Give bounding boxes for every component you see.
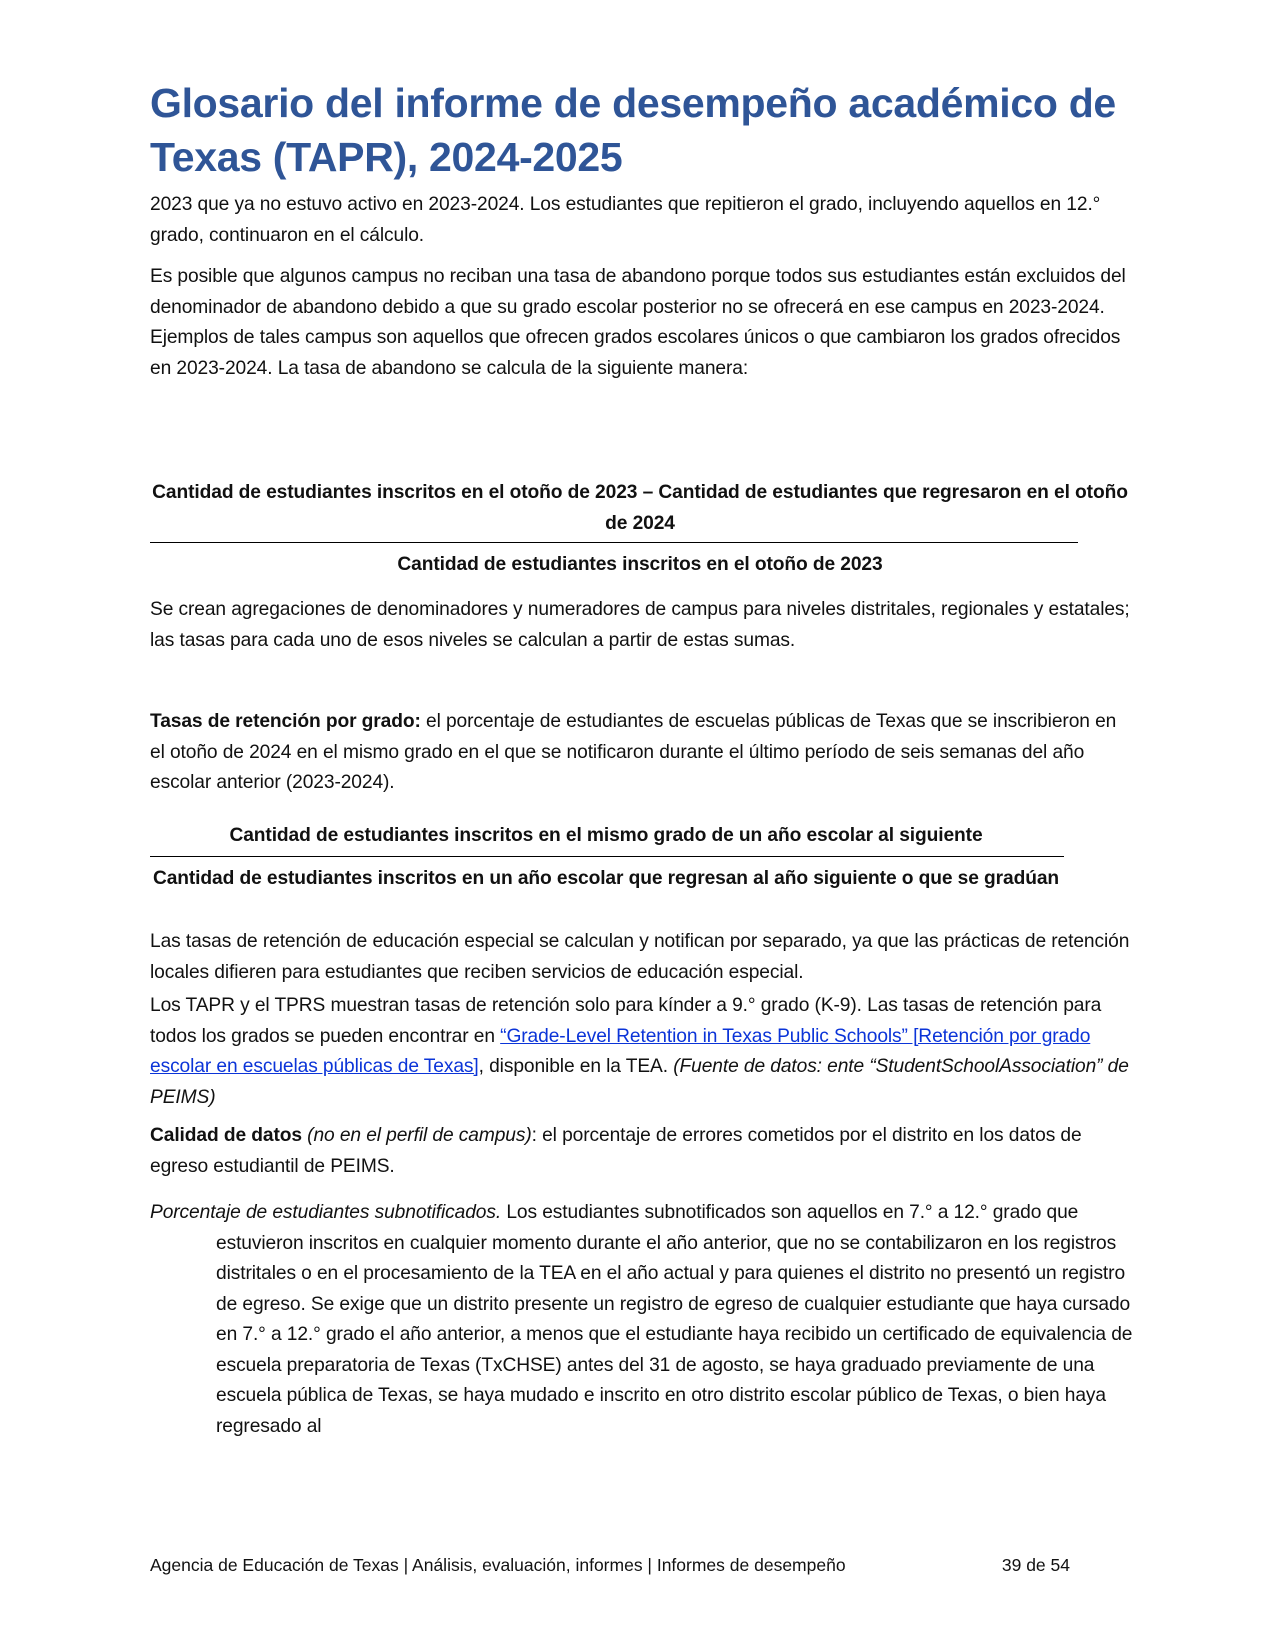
glossary-entry-retention <box>150 707 1130 799</box>
formula-denominator: Cantidad de estudiantes inscritos en un año escolar que regresan al año siguiente o que se gradúan <box>152 868 1060 889</box>
grade-level-retention-link[interactable]: “Grade-Level Retention in Texas Public Schools” [Retención por grado escolar en escuelas públicas de Texas] <box>150 1025 1091 1077</box>
paragraph-dropout-exclusion: Es posible que algunos campus no reciban una tasa de abandono porque todos sus estudiantes están excluidos del denominador de abandono debido a que su grado escolar posterior no se ofrecerá en ese campus en 2023-2024. Ejemplos de tales campus son aquellos que ofrecen grados escolares únicos o que cambiaron los grados ofrecidos en 2023-2024. La tasa de abandono se calcula de la siguiente manera: <box>150 266 1126 379</box>
data-source-note: (Fuente de datos: ente “StudentSchoolAssociation” de PEIMS) <box>150 1056 1129 1108</box>
fraction-line <box>150 856 1064 857</box>
glossary-entry-data-quality <box>150 1121 1130 1182</box>
paragraph-special-ed-retention: Las tasas de retención de educación especial se calculan y notifican por separado, ya que las prácticas de retención locales difieren para estudiantes que reciben servicios de educación especial. <box>150 931 1130 983</box>
definition-underreported: Los estudiantes subnotificados son aquellos en 7.° a 12.° grado que estuvieron inscritos en cualquier momento durante el año anterior, que no se contabilizaron en los registros distritales o en el procesamiento de la TEA en el año actual y para quienes el distrito no presentó un registro de egreso. Se exige que un distrito presente un registro de egreso de cualquier estudiante que haya cursado en 7.° a 12.° grado el año anterior, a menos que el estudiante haya recibido un certificado de equivalencia de escuela preparatoria de Texas (TxCHSE) antes del 31 de agosto, se haya graduado previamente de una escuela pública de Texas, se haya mudado e inscrito en otro distrito escolar público de Texas, o bien haya regresado al <box>216 1202 1133 1437</box>
definition-retention: el porcentaje de estudiantes de escuelas públicas de Texas que se inscribieron en el otoño de 2024 en el mismo grado en el que se notificaron durante el último período de seis semanas del año escolar anterior (2023-2024). <box>150 711 1117 793</box>
qualifier: (no en el perfil de campus) <box>301 1125 532 1146</box>
definition-data-quality: : el porcentaje de errores cometidos por el distrito en los datos de egreso estudiantil de PEIMS. <box>150 1125 1082 1177</box>
text: Los TAPR y el TPRS muestran tasas de retención solo para kínder a 9.° grado (K-9). Las tasas de retención para todos los grados se pueden encontrar en <box>150 995 1102 1047</box>
page-footer <box>150 1555 1070 1576</box>
formula-denominator: Cantidad de estudiantes inscritos en el otoño de 2023 <box>397 554 883 575</box>
formula-numerator: Cantidad de estudiantes inscritos en el otoño de 2023 – Cantidad de estudiantes que regresaron en el otoño de 2024 <box>152 482 1128 534</box>
paragraph-aggregations: Se crean agregaciones de denominadores y numeradores de campus para niveles distritales, regionales y estatales; las tasas para cada uno de esos niveles se calculan a partir de estas sumas. <box>150 599 1130 651</box>
page-title: Glosario del informe de desempeño académico de Texas (TAPR), 2024-2025 <box>150 80 1116 180</box>
paragraph-dropout-continuation: 2023 que ya no estuvo activo en 2023-2024. Los estudiantes que repitieron el grado, incluyendo aquellos en 12.° grado, continuaron en el cálculo. <box>150 194 1101 246</box>
fraction-line <box>150 542 1078 543</box>
footer-agency: Agencia de Educación de Texas | Análisis, evaluación, informes | Informes de desempeño <box>150 1555 846 1575</box>
formula-numerator: Cantidad de estudiantes inscritos en el mismo grado de un año escolar al siguiente <box>229 825 983 846</box>
page-number: 39 de 54 <box>1001 1555 1070 1575</box>
paragraph-retention-sources <box>150 991 1130 1113</box>
term-retention: Tasas de retención por grado: <box>150 711 421 732</box>
text: , disponible en la TEA. <box>478 1056 674 1077</box>
glossary-entry-underreported <box>150 1198 1146 1442</box>
term-data-quality: Calidad de datos <box>150 1125 302 1146</box>
term-underreported: Porcentaje de estudiantes subnotificados. <box>150 1202 502 1223</box>
